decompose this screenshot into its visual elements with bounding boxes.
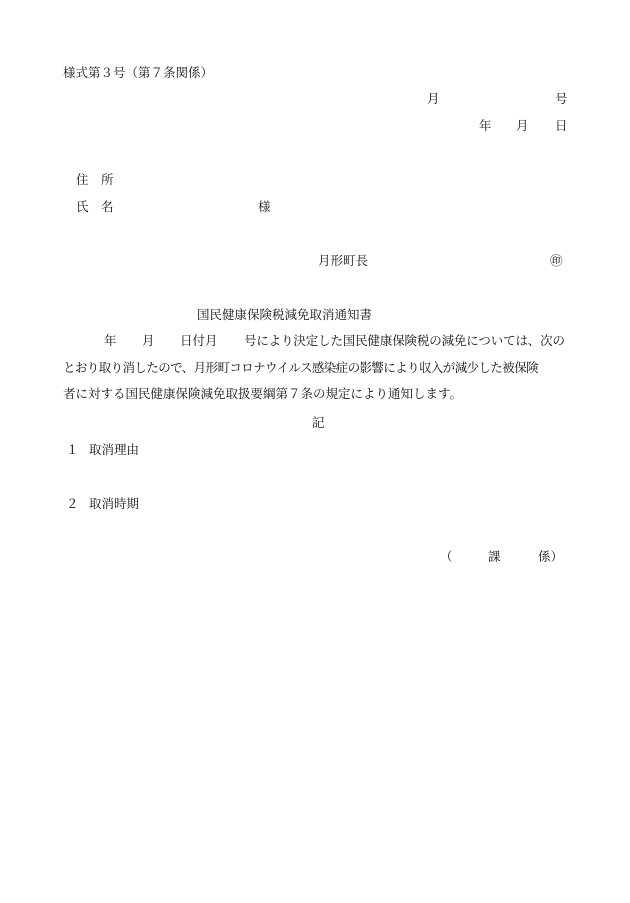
contact-section: 課: [488, 549, 501, 564]
body-year: 年: [104, 333, 117, 348]
body-line-2: とおり取り消したので、月形町コロナウイルス感染症の影響により収入が減少した被保険: [63, 360, 539, 375]
doc-number-suffix: 号: [555, 91, 568, 106]
document-title: 国民健康保険税減免取消通知書: [197, 307, 373, 322]
name-label: 氏 名: [76, 199, 114, 214]
address-label: 住 所: [76, 172, 114, 187]
note-heading: 記: [312, 415, 325, 430]
body-line-3: 者に対する国民健康保険減免取扱要綱第７条の規定により通知します。: [63, 386, 463, 401]
item-1-number: １: [66, 442, 79, 457]
body-line-1-rest: 号により決定した国民健康保険税の減免については、次の: [244, 333, 565, 348]
item-1-label: 取消理由: [89, 442, 140, 457]
body-month: 月: [142, 333, 155, 348]
body-day-dated-month: 日付月: [180, 333, 218, 348]
form-label: 様式第３号（第７条関係）: [63, 65, 214, 80]
item-2-number: ２: [66, 496, 79, 511]
issuer-name: 月形町長: [318, 253, 369, 268]
honorific: 様: [258, 199, 271, 214]
item-2-label: 取消時期: [89, 496, 140, 511]
date-month: 月: [516, 118, 529, 133]
date-day: 日: [555, 118, 568, 133]
seal-mark: ㊞: [550, 253, 563, 268]
contact-open-paren: （: [440, 549, 453, 564]
doc-number-month: 月: [427, 91, 440, 106]
date-year: 年: [479, 118, 492, 133]
contact-person: 係）: [538, 549, 564, 564]
